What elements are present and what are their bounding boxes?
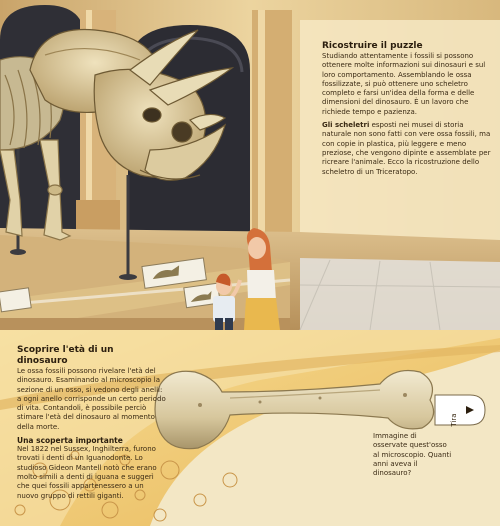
top-paragraph-1: Studiando attentamente i fossili si possono ottenere molte informazioni sui dinosauri e sul loro comportamento. Assemblando le ossa fossilizzate, si può ottenere uno scheletro completo e farsi un'idea della forma e delle dimensioni del dinosauro. È un lavoro che richiede tempo e pazienza. — [322, 52, 486, 116]
pull-tab-label[interactable]: Tira — [450, 413, 458, 427]
exhibit-plaque-2 — [0, 288, 31, 312]
bottom-paragraph-1: Le ossa fossili possono rivelare l'età del dinosauro. Esaminando al microscopio la sezione di un osso, si vedono degli anelli: a ogni anello corrisponde un certo periodo di vita. Contandoli, è possibile perciò stimare l'età del dinosauro al momento della morte. — [17, 367, 166, 431]
bottom-paragraph-2: Nel 1822 nel Sussex, Inghilterra, furono trovati i denti di un Iguanodonte. Lo studioso Gideon Mantell notò che erano molto simili a denti di iguana e suggerì che quei fossili appartenessero a un nuovo gruppo di rettili giganti. — [17, 445, 157, 500]
top-paragraph-2 — [322, 121, 494, 177]
bone-caption: Immagine di osservate quest'osso al microscopio. Quanti anni aveva il dinosauro? — [373, 432, 452, 478]
bottom-text-block — [17, 345, 167, 501]
pull-tab — [435, 395, 485, 425]
top-paragraph-2-rest: esposti nei musei di storia naturale non sono fatti con vere ossa fossili, ma con copie in plastica, più leggere e meno preziose, che vengono dipinte e assemblate per ricreare l'animale. Ecco la ricostruzione dello scheletro di un Triceratopo. — [322, 121, 491, 176]
top-title: Ricostruire il puzzle — [322, 41, 423, 51]
top-paragraph-2-lead: Gli scheletri — [322, 121, 370, 130]
top-text-block — [322, 41, 494, 177]
bottom-title: Scoprire l'età di un dinosauro — [17, 345, 114, 366]
bottom-subtitle: Una scoperta importante — [17, 436, 123, 446]
